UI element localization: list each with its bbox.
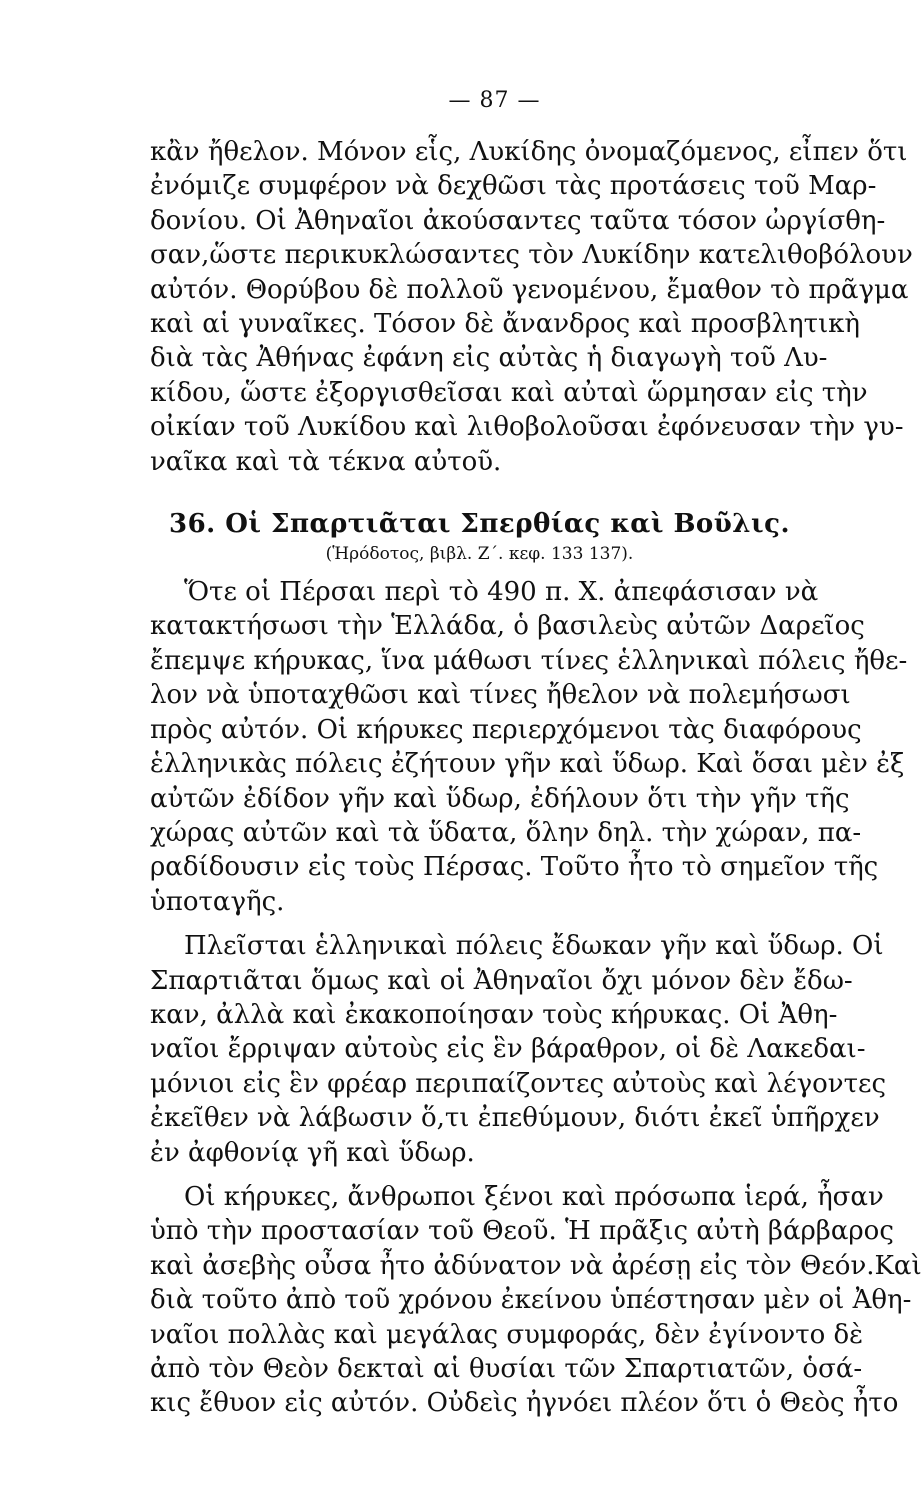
text-line: Σπαρτιᾶται ὅμως καὶ οἱ Ἀθηναῖοι ὄχι μόνον δὲν ἔδω- xyxy=(150,965,853,996)
text-line: καὶ ἀσεβὴς οὖσα ἦτο ἀδύνατον νὰ ἀρέσῃ εἰς τὸν Θεόν.Καὶ xyxy=(150,1250,922,1281)
text-line: λον νὰ ὑποταχθῶσι καὶ τίνες ἤθελον νὰ πολεμήσωσι xyxy=(150,680,851,711)
text-line: κίδου, ὥστε ἐξοργισθεῖσαι καὶ αὐταὶ ὥρμησαν εἰς τὴν xyxy=(150,377,868,408)
text-line: ἔπεμψε κήρυκας, ἵνα μάθωσι τίνες ἑλληνικαὶ πόλεις ἤθε- xyxy=(150,645,908,676)
text-line: ναῖοι πολλὰς καὶ μεγάλας συμφοράς, δὲν ἐγίνοντο δὲ xyxy=(150,1319,864,1350)
text-line: αὐτῶν ἐδίδον γῆν καὶ ὕδωρ, ἐδήλουν ὅτι τὴν γῆν τῆς xyxy=(150,783,850,814)
text-line: χώρας αὐτῶν καὶ τὰ ὕδατα, ὅλην δηλ. τὴν χώραν, πα- xyxy=(150,817,862,848)
paragraph-3 xyxy=(150,929,887,1170)
text-line: Ὅτε οἱ Πέρσαι περὶ τὸ 490 π. Χ. ἀπεφάσισαν νὰ xyxy=(184,577,819,608)
text-line: πρὸς αὐτόν. Οἱ κήρυκες περιερχόμενοι τὰς διαφόρους xyxy=(150,714,862,745)
text-line: διὰ τοῦτο ἀπὸ τοῦ χρόνου ἐκείνου ὑπέστησαν μὲν οἱ Ἀθη- xyxy=(150,1285,912,1316)
section-heading: 36. Οἱ Σπαρτιᾶται Σπερθίας καὶ Βοῦλις. xyxy=(169,509,790,540)
text-line: ναῖκα καὶ τὰ τέκνα αὐτοῦ. xyxy=(150,446,502,477)
text-line: μόνιοι εἰς ἓν φρέαρ περιπαίζοντες αὐτοὺς καὶ λέγοντες xyxy=(150,1068,887,1099)
text-line: κατακτήσωσι τὴν Ἑλλάδα, ὁ βασιλεὺς αὐτῶν Δαρεῖος xyxy=(150,611,865,642)
text-line: ἀπὸ τὸν Θεὸν δεκταὶ αἱ θυσίαι τῶν Σπαρτιατῶν, ὁσά- xyxy=(150,1354,863,1384)
text-line: καν, ἀλλὰ καὶ ἐκακοποίησαν τοὺς κήρυκας. Οἱ Ἀθη- xyxy=(150,999,838,1030)
page-number: — 87 — xyxy=(448,88,541,113)
paragraph-2 xyxy=(150,575,908,919)
text-line: Οἱ κήρυκες, ἄνθρωποι ξένοι καὶ πρόσωπα ἱερά, ἦσαν xyxy=(184,1181,884,1212)
paragraph-4 xyxy=(150,1180,922,1421)
section-source: (Ἡρόδοτος, βιβλ. Ζ΄. κεφ. 133 137). xyxy=(325,544,634,565)
text-line: ραδίδουσιν εἰς τοὺς Πέρσας. Τοῦτο ἦτο τὸ σημεῖον τῆς xyxy=(150,852,879,883)
text-line: ὑποταγῆς. xyxy=(150,886,285,917)
text-line: Πλεῖσται ἑλληνικαὶ πόλεις ἔδωκαν γῆν καὶ ὕδωρ. Οἱ xyxy=(184,931,884,962)
text-line: ἐν ἀφθονίᾳ γῆ καὶ ὕδωρ. xyxy=(150,1137,475,1168)
text-line: ἑλληνικὰς πόλεις ἐζήτουν γῆν καὶ ὕδωρ. Καὶ ὅσαι μὲν ἐξ xyxy=(150,749,905,780)
text-line: οἰκίαν τοῦ Λυκίδου καὶ λιθοβολοῦσαι ἐφόνευσαν τὴν γυ- xyxy=(150,412,904,443)
text-line: δονίου. Οἱ Ἀθηναῖοι ἀκούσαντες ταῦτα τόσον ὠργίσθη- xyxy=(150,205,886,236)
text-line: καὶ αἱ γυναῖκες. Τόσον δὲ ἄνανδρος καὶ προσβλητικὴ xyxy=(150,309,861,340)
text-line: αὐτόν. Θορύβου δὲ πολλοῦ γενομένου, ἔμαθον τὸ πρᾶγμα xyxy=(150,274,909,305)
text-line: κις ἔθυον εἰς αὐτόν. Οὐδεὶς ἠγνόει πλέον ὅτι ὁ Θεὸς ἦτο xyxy=(150,1388,899,1419)
text-line: ὑπὸ τὴν προστασίαν τοῦ Θεοῦ. Ἡ πρᾶξις αὐτὴ βάρβαρος xyxy=(150,1216,894,1247)
paragraph-1 xyxy=(150,135,913,479)
text-line: κἂν ἤθελον. Μόνον εἷς, Λυκίδης ὀνομαζόμενος, εἶπεν ὅτι xyxy=(150,137,908,167)
text-line: διὰ τὰς Ἀθήνας ἐφάνη εἰς αὐτὰς ἡ διαγωγὴ τοῦ Λυ- xyxy=(150,343,828,374)
text-line: ἐκεῖθεν νὰ λάβωσιν ὅ,τι ἐπεθύμουν, διότι ἐκεῖ ὑπῆρχεν xyxy=(150,1103,880,1134)
text-line: ναῖοι ἔρριψαν αὐτοὺς εἰς ἓν βάραθρον, οἱ δὲ Λακεδαι- xyxy=(150,1034,866,1065)
text-line: σαν,ὥστε περικυκλώσαντες τὸν Λυκίδην κατελιθοβόλουν xyxy=(150,240,913,271)
text-line: ἐνόμιζε συμφέρον νὰ δεχθῶσι τὰς προτάσεις τοῦ Μαρ- xyxy=(150,171,877,202)
